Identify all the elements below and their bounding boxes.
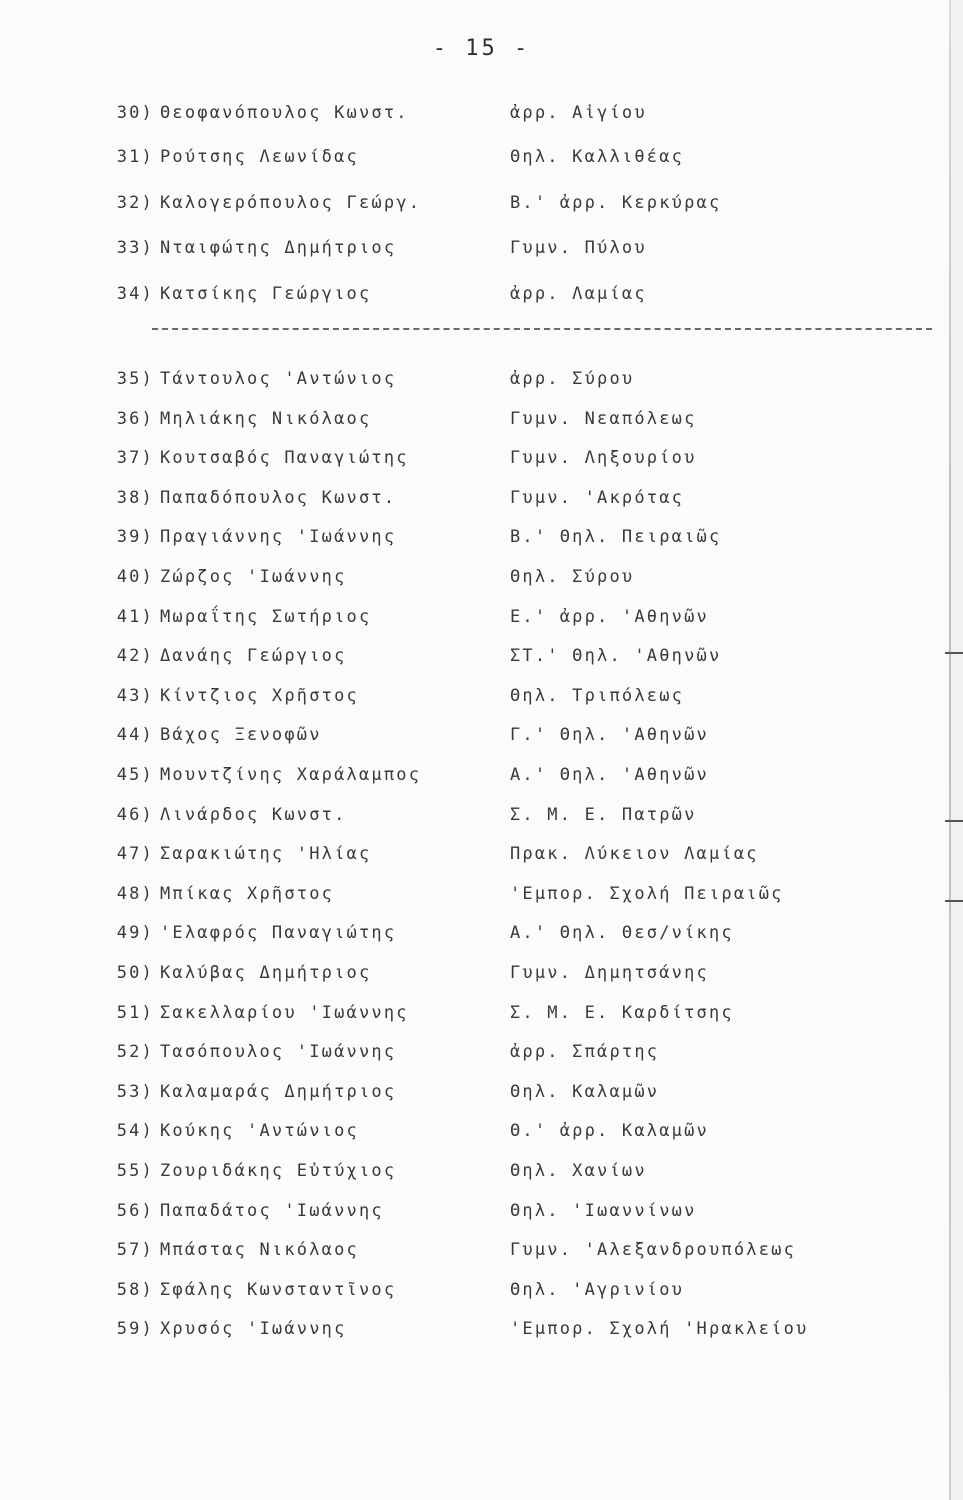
teacher-name: Μουντζίνης Χαράλαμπος <box>160 765 422 785</box>
list-row <box>0 805 963 835</box>
school-name: Σ. Μ. Ε. Πατρῶν <box>510 805 697 825</box>
teacher-name: Πραγιάννης 'Ιωάννης <box>160 527 397 547</box>
list-row <box>0 1319 963 1349</box>
list-row <box>0 923 963 953</box>
list-row <box>0 284 963 314</box>
list-row <box>0 1280 963 1310</box>
entry-number: 51) <box>116 1003 154 1023</box>
teacher-name: Λινάρδος Κωνστ. <box>160 805 347 825</box>
list-row <box>0 1201 963 1231</box>
list-row <box>0 103 963 133</box>
entry-number: 48) <box>116 884 154 904</box>
school-name: Θηλ. Καλαμῶν <box>510 1082 660 1102</box>
list-row <box>0 193 963 223</box>
list-row <box>0 527 963 557</box>
teacher-name: Μηλιάκης Νικόλαος <box>160 409 372 429</box>
school-name: Α.' Θηλ. 'Αθηνῶν <box>510 765 709 785</box>
school-name: Θ.' ἀρρ. Καλαμῶν <box>510 1121 709 1141</box>
school-name: 'Εμπορ. Σχολή Πειραιῶς <box>510 884 784 904</box>
list-row <box>0 765 963 795</box>
list-row <box>0 1161 963 1191</box>
school-name: Θηλ. Χανίων <box>510 1161 647 1181</box>
school-name: ἀρρ. Αἰγίου <box>510 103 647 123</box>
teacher-name: Χρυσός 'Ιωάννης <box>160 1319 347 1339</box>
school-name: Γυμν. 'Ακρότας <box>510 488 685 508</box>
school-name: Γυμν. Νεαπόλεως <box>510 409 697 429</box>
list-row <box>0 488 963 518</box>
list-row <box>0 884 963 914</box>
entry-number: 52) <box>116 1042 154 1062</box>
school-name: ἀρρ. Λαμίας <box>510 284 647 304</box>
teacher-name: Νταιφώτης Δημήτριος <box>160 238 397 258</box>
entry-number: 45) <box>116 765 154 785</box>
school-name: Γυμν. Δημητσάνης <box>510 963 709 983</box>
list-row <box>0 963 963 993</box>
school-name: Γυμν. Πύλου <box>510 238 647 258</box>
teacher-name: Ζώρζος 'Ιωάννης <box>160 567 347 587</box>
school-name: Γυμν. 'Αλεξανδρουπόλεως <box>510 1240 797 1260</box>
entry-number: 56) <box>116 1201 154 1221</box>
teacher-name: Παπαδόπουλος Κωνστ. <box>160 488 397 508</box>
entry-number: 55) <box>116 1161 154 1181</box>
school-name: Σ. Μ. Ε. Καρδίτσης <box>510 1003 734 1023</box>
school-name: ἀρρ. Σύρου <box>510 369 635 389</box>
entry-number: 32) <box>116 193 154 213</box>
entry-number: 59) <box>116 1319 154 1339</box>
school-name: Θηλ. 'Ιωαννίνων <box>510 1201 697 1221</box>
entry-number: 47) <box>116 844 154 864</box>
teacher-name: Τασόπουλος 'Ιωάννης <box>160 1042 397 1062</box>
teacher-name: Καλαμαράς Δημήτριος <box>160 1082 397 1102</box>
teacher-name: 'Ελαφρός Παναγιώτης <box>160 923 397 943</box>
list-row <box>0 1240 963 1270</box>
teacher-name: Μπάστας Νικόλαος <box>160 1240 359 1260</box>
list-row <box>0 725 963 755</box>
list-row <box>0 1003 963 1033</box>
school-name: Α.' Θηλ. Θεσ/νίκης <box>510 923 734 943</box>
list-row <box>0 646 963 676</box>
school-name: Ε.' ἀρρ. 'Αθηνῶν <box>510 607 709 627</box>
teacher-name: Βάχος Ξενοφῶν <box>160 725 322 745</box>
entry-number: 58) <box>116 1280 154 1300</box>
school-name: Θηλ. Σύρου <box>510 567 635 587</box>
teacher-name: Ζουριδάκης Εὐτύχιος <box>160 1161 397 1181</box>
list-row <box>0 147 963 177</box>
page-number: - 15 - <box>432 36 531 61</box>
school-name: 'Εμπορ. Σχολή 'Ηρακλείου <box>510 1319 809 1339</box>
school-name: Θηλ. 'Αγρινίου <box>510 1280 685 1300</box>
entry-number: 39) <box>116 527 154 547</box>
teacher-name: Τάντουλος 'Αντώνιος <box>160 369 397 389</box>
school-name: Θηλ. Καλλιθέας <box>510 147 685 167</box>
teacher-name: Μωραΐτης Σωτήριος <box>160 607 372 627</box>
list-row <box>0 1042 963 1072</box>
teacher-name: Ρούτσης Λεωνίδας <box>160 147 359 167</box>
school-name: ΣΤ.' Θηλ. 'Αθηνῶν <box>510 646 722 666</box>
list-row <box>0 686 963 716</box>
entry-number: 38) <box>116 488 154 508</box>
list-row <box>0 567 963 597</box>
entry-number: 40) <box>116 567 154 587</box>
entry-number: 34) <box>116 284 154 304</box>
entry-number: 49) <box>116 923 154 943</box>
school-name: Πρακ. Λύκειον Λαμίας <box>510 844 759 864</box>
entry-number: 46) <box>116 805 154 825</box>
entry-number: 57) <box>116 1240 154 1260</box>
teacher-name: Παπαδάτος 'Ιωάννης <box>160 1201 384 1221</box>
school-name: Β.' Θηλ. Πειραιῶς <box>510 527 722 547</box>
entry-number: 37) <box>116 448 154 468</box>
teacher-name: Καλύβας Δημήτριος <box>160 963 372 983</box>
list-row <box>0 844 963 874</box>
entry-number: 31) <box>116 147 154 167</box>
teacher-name: Θεοφανόπουλος Κωνστ. <box>160 103 409 123</box>
school-name: Γ.' Θηλ. 'Αθηνῶν <box>510 725 709 745</box>
entry-number: 53) <box>116 1082 154 1102</box>
entry-number: 35) <box>116 369 154 389</box>
teacher-name: Σακελλαρίου 'Ιωάννης <box>160 1003 409 1023</box>
school-name: Γυμν. Ληξουρίου <box>510 448 697 468</box>
list-row <box>0 448 963 478</box>
entry-number: 33) <box>116 238 154 258</box>
list-row <box>0 369 963 399</box>
teacher-name: Δανάης Γεώργιος <box>160 646 347 666</box>
teacher-name: Κίντζιος Χρῆστος <box>160 686 359 706</box>
teacher-name: Σαρακιώτης 'Ηλίας <box>160 844 372 864</box>
list-row <box>0 607 963 637</box>
teacher-name: Κούκης 'Αντώνιος <box>160 1121 359 1141</box>
teacher-name: Κουτσαβός Παναγιώτης <box>160 448 409 468</box>
list-row <box>0 238 963 268</box>
teacher-name: Κατσίκης Γεώργιος <box>160 284 372 304</box>
list-row <box>0 1121 963 1151</box>
list-row <box>0 1082 963 1112</box>
section-separator <box>152 328 932 330</box>
school-name: Θηλ. Τριπόλεως <box>510 686 685 706</box>
teacher-name: Σφάλης Κωνσταντῖνος <box>160 1280 397 1300</box>
entry-number: 36) <box>116 409 154 429</box>
school-name: ἀρρ. Σπάρτης <box>510 1042 660 1062</box>
entry-number: 30) <box>116 103 154 123</box>
entry-number: 50) <box>116 963 154 983</box>
entry-number: 42) <box>116 646 154 666</box>
entry-number: 44) <box>116 725 154 745</box>
entry-number: 41) <box>116 607 154 627</box>
list-row <box>0 409 963 439</box>
school-name: Β.' ἀρρ. Κερκύρας <box>510 193 722 213</box>
teacher-name: Καλογερόπουλος Γεώργ. <box>160 193 422 213</box>
entry-number: 43) <box>116 686 154 706</box>
entry-number: 54) <box>116 1121 154 1141</box>
teacher-name: Μπίκας Χρῆστος <box>160 884 335 904</box>
